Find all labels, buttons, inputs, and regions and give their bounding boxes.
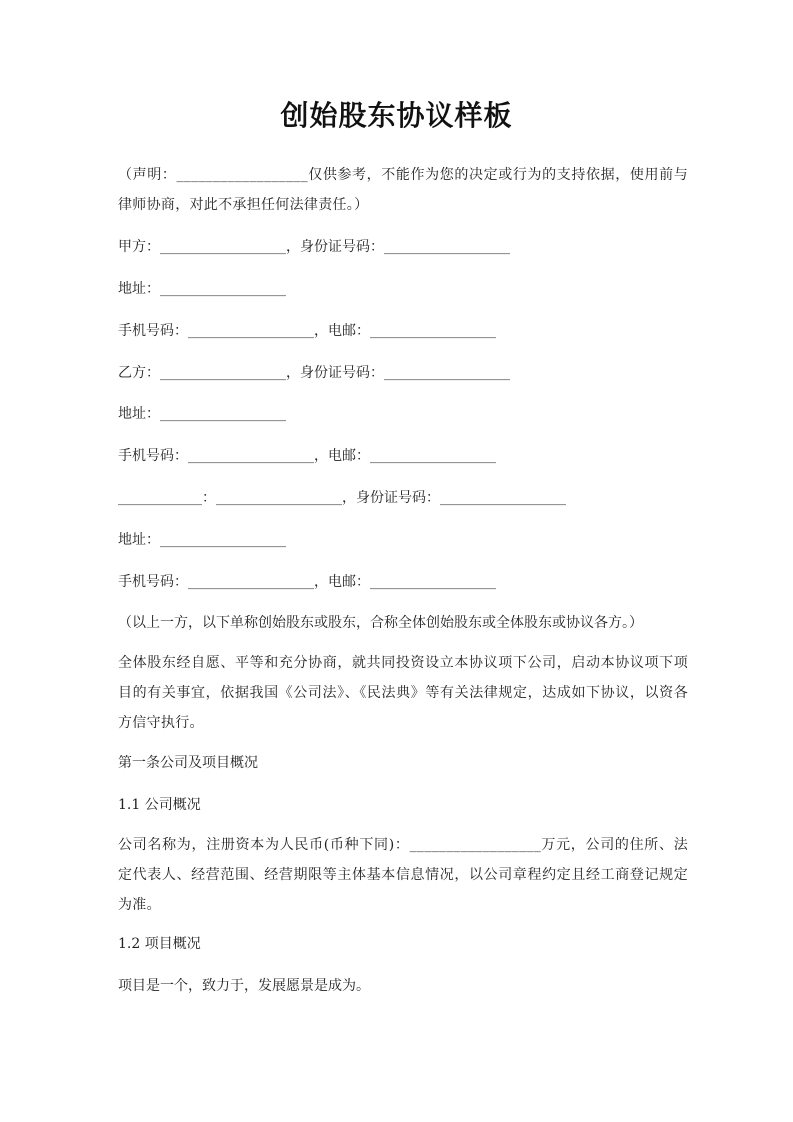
- party-a-name-line: 甲方：__________________，身份证号码：__________________: [118, 239, 510, 255]
- section-1-2-heading: 1.2 项目概况: [118, 936, 201, 952]
- party-a-address-line: 地址：__________________: [118, 281, 286, 297]
- party-b-contact-line: 手机号码：__________________，电邮：__________________: [118, 448, 496, 464]
- party-b-address-line: 地址：__________________: [118, 406, 286, 422]
- document-title: 创始股东协议样板: [280, 99, 513, 132]
- party-c-contact-line: 手机号码：__________________，电邮：__________________: [118, 574, 496, 590]
- disclaimer-paragraph: （声明：__________________仅供参考，不能作为您的决定或行为的支持依据，使用前与律师协商，对此不承担任何法律责任。）: [118, 167, 688, 213]
- party-c-name-line: ____________：__________________，身份证号码：__________________: [118, 490, 566, 506]
- section-1-1-body: 公司名称为，注册资本为人民币(币种下同)：__________________万元，公司的住所、法定代表人、经营范围、经营期限等主体基本信息情况，以公司章程约定且经工商登记规定为准。: [118, 837, 688, 913]
- parties-note: （以上一方，以下单称创始股东或股东，合称全体创始股东或全体股东或协议各方。）: [118, 615, 643, 631]
- section-1-1-heading: 1.1 公司概况: [118, 797, 201, 813]
- party-b-name-line: 乙方：__________________，身份证号码：__________________: [118, 365, 510, 381]
- section-1-2-body: 项目是一个，致力于，发展愿景是成为。: [118, 978, 370, 994]
- article-1-heading: 第一条公司及项目概况: [118, 755, 258, 771]
- party-c-address-line: 地址：__________________: [118, 532, 286, 548]
- preamble-paragraph: 全体股东经自愿、平等和充分协商，就共同投资设立本协议项下公司，启动本协议项下项目的有关事宜，依据我国《公司法》、《民法典》等有关法律规定，达成如下协议，以资各方信守执行。: [118, 655, 688, 731]
- party-a-contact-line: 手机号码：__________________，电邮：__________________: [118, 323, 496, 339]
